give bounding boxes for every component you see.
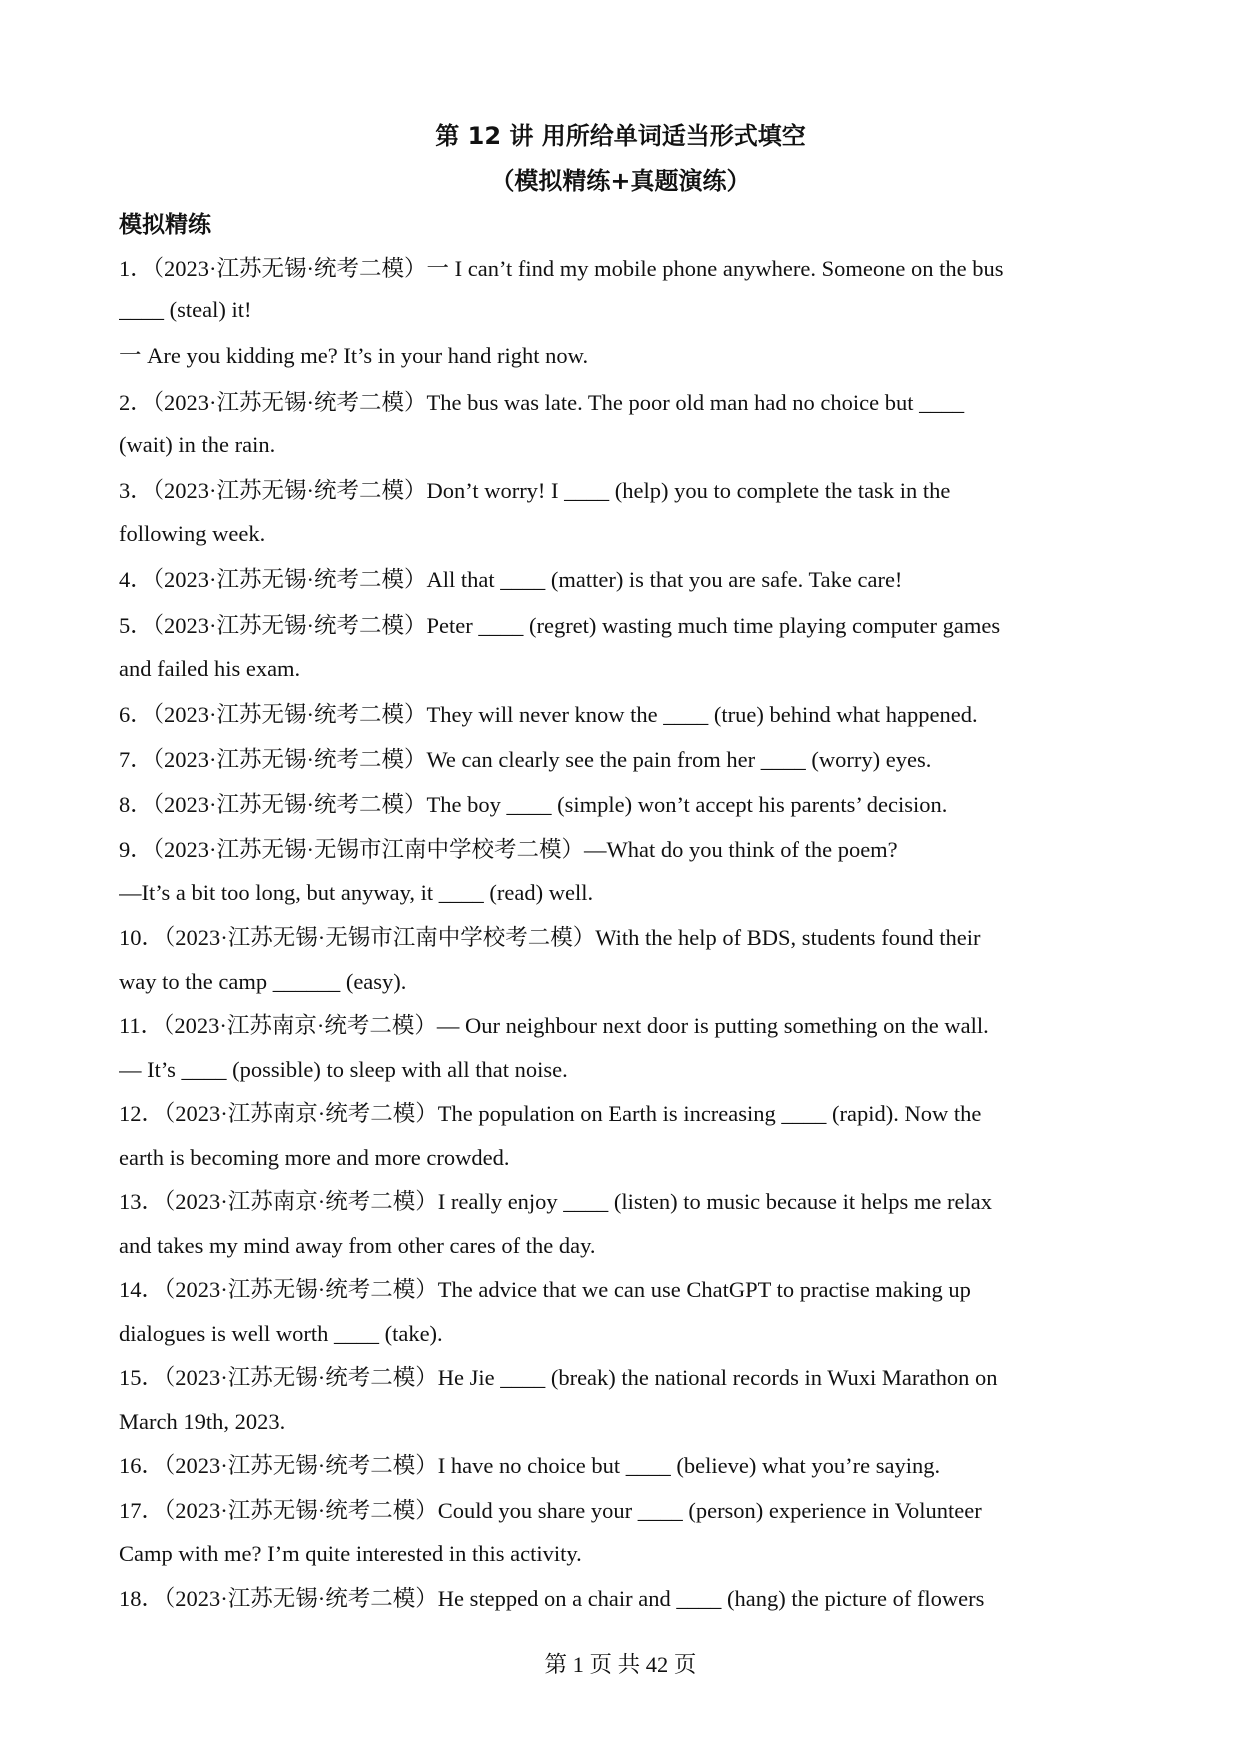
text-line: earth is becoming more and more crowded. (119, 1145, 510, 1170)
page-subtitle: （模拟精练+真题演练） (490, 167, 751, 195)
text-line: March 19th, 2023. (119, 1409, 286, 1434)
text-line: 9．（2023·江苏无锡·无锡市江南中学校考二模）—What do you think of the poem? (119, 837, 898, 862)
text-line: 2．（2023·江苏无锡·统考二模）The bus was late. The poor old man had no choice but ____ (119, 390, 965, 415)
text-line: 11．（2023·江苏南京·统考二模）— Our neighbour next door is putting something on the wall. (119, 1013, 989, 1038)
section-heading: 模拟精练 (119, 212, 211, 238)
text-line: 一 Are you kidding me? It’s in your hand right now. (119, 343, 589, 368)
text-line: 15．（2023·江苏无锡·统考二模）He Jie ____ (break) the national records in Wuxi Marathon on (119, 1365, 998, 1390)
text-line: 7．（2023·江苏无锡·统考二模）We can clearly see the pain from her ____ (worry) eyes. (119, 747, 932, 772)
text-line: 1．（2023·江苏无锡·统考二模）一 I can’t find my mobile phone anywhere. Someone on the bus (119, 256, 1004, 281)
text-line: and failed his exam. (119, 656, 301, 681)
text-line: 14．（2023·江苏无锡·统考二模）The advice that we can use ChatGPT to practise making up (119, 1277, 971, 1302)
text-line: 10．（2023·江苏无锡·无锡市江南中学校考二模）With the help of BDS, students found their (119, 925, 981, 950)
text-line: way to the camp ______ (easy). (119, 969, 407, 994)
text-line: dialogues is well worth ____ (take). (119, 1321, 443, 1346)
text-line: (wait) in the rain. (119, 432, 276, 457)
text-line: following week. (119, 521, 266, 546)
text-line: 18．（2023·江苏无锡·统考二模）He stepped on a chair and ____ (hang) the picture of flowers (119, 1586, 985, 1611)
page-number-footer: 第 1 页 共 42 页 (544, 1652, 697, 1677)
text-line: and takes my mind away from other cares of the day. (119, 1233, 596, 1258)
text-line: 4．（2023·江苏无锡·统考二模）All that ____ (matter) is that you are safe. Take care! (119, 567, 903, 592)
text-line: — It’s ____ (possible) to sleep with all that noise. (119, 1057, 568, 1082)
text-line: 12．（2023·江苏南京·统考二模）The population on Earth is increasing ____ (rapid). Now the (119, 1101, 982, 1126)
text-line: 3．（2023·江苏无锡·统考二模）Don’t worry! I ____ (help) you to complete the task in the (119, 478, 951, 503)
text-line: 17．（2023·江苏无锡·统考二模）Could you share your ____ (person) experience in Volunteer (119, 1498, 982, 1523)
text-line: 13．（2023·江苏南京·统考二模）I really enjoy ____ (listen) to music because it helps me relax (119, 1189, 992, 1214)
text-line: 16．（2023·江苏无锡·统考二模）I have no choice but ____ (believe) what you’re saying. (119, 1453, 941, 1478)
text-line: 5．（2023·江苏无锡·统考二模）Peter ____ (regret) wasting much time playing computer games (119, 613, 1001, 638)
text-line: Camp with me? I’m quite interested in this activity. (119, 1541, 582, 1566)
text-line: ____ (steal) it! (119, 297, 252, 322)
page-title: 第 12 讲 用所给单词适当形式填空 (435, 122, 806, 150)
text-line: —It’s a bit too long, but anyway, it ____ (read) well. (119, 880, 594, 905)
text-line: 6．（2023·江苏无锡·统考二模）They will never know the ____ (true) behind what happened. (119, 702, 978, 727)
text-line: 8．（2023·江苏无锡·统考二模）The boy ____ (simple) won’t accept his parents’ decision. (119, 792, 948, 817)
